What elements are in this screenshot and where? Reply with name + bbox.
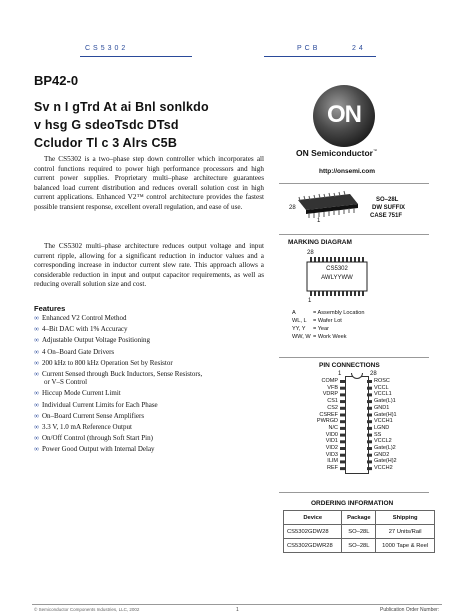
pin-label: VID3	[325, 451, 338, 458]
feature-item: ∞ 4 On–Board Gate Drivers	[34, 347, 115, 356]
bullet-icon: ∞	[34, 314, 39, 322]
ordering-table	[283, 510, 435, 553]
pin-label: GND1	[374, 404, 390, 411]
pin-label: VCCL2	[374, 438, 392, 445]
pin-label: PWRGD	[316, 418, 338, 425]
pin-label: CS2	[327, 404, 338, 411]
pin-label: CS1	[327, 398, 338, 405]
doc-title-line-1: Sv n I gTrd At ai Bnl sonlkdo	[34, 100, 209, 114]
package-desc-3: CASE 751F	[370, 213, 403, 219]
feature-item: ∞ Hiccup Mode Current Limit	[34, 389, 121, 398]
feature-item: ∞ On/Off Control (through Soft Start Pin)	[34, 434, 153, 443]
feature-item: ∞ Current Sensed through Buck Inductors, Sense Resistors,	[34, 370, 203, 379]
doc-title-line-3: Ccludor Tl c 3 Alrs C5B	[34, 136, 178, 150]
soic-package-icon	[292, 188, 362, 224]
pin-label: CSREF	[319, 411, 338, 418]
pin-label: VID0	[325, 431, 338, 438]
doc-code: BP42-0	[34, 73, 79, 88]
col-shipping: Shipping	[376, 511, 435, 525]
feature-item: ∞ 3.3 V, 1.0 mA Reference Output	[34, 423, 132, 432]
footer-left: © Semiconductor Components Industries, LLC, 2002	[34, 607, 140, 612]
marking-chip	[306, 257, 368, 297]
package-pin-high: 28	[289, 205, 296, 211]
feature-item: ∞ Adjustable Output Voltage Positioning	[34, 336, 151, 345]
features-list	[34, 313, 266, 456]
pin-stub-icon	[340, 378, 345, 472]
header-right-a: PCB	[297, 45, 321, 52]
pin-label: ILIM	[327, 458, 338, 465]
pin-label: ROSC	[374, 378, 390, 384]
pin-labels-left	[296, 378, 338, 472]
feature-item: ∞ Individual Current Limits for Each Phase	[34, 400, 158, 409]
package-drawing	[292, 188, 362, 224]
description-paragraph-1: The CS5302 is a two–phase step down controller which incorporates all control functions required to power high performance processors and high current power supplies. Proprietary multi–phase architecture guarantees balanced load current distribution and reduces overall solution cost in high current applications. Enhanced V2™ control architecture provides the fastest possible transient response, excellent overall regulation, and ease of use.	[34, 155, 264, 211]
marking-line-2: AWLYYWW	[321, 275, 353, 281]
marking-line-1: CS5302	[326, 266, 348, 272]
feature-item: ∞ 4–Bit DAC with 1% Accuracy	[34, 325, 128, 334]
description-paragraph-2: The CS5302 multi–phase architecture reduces output voltage and input current ripple, allowing for a significant reduction in inductor values and a corresponding increase in inductor current slew rate. This approach allows a considerable reduction in input and output capacitor requirements, as well as reducing overall solution size and cost.	[34, 242, 264, 289]
header-rule-left	[80, 56, 192, 57]
bullet-icon: ∞	[34, 336, 39, 345]
pin-label: VDRP	[322, 391, 338, 398]
on-semi-logo	[312, 84, 376, 148]
brand-url: http://onsemi.com	[319, 168, 375, 175]
pin-label: LGND	[374, 424, 390, 431]
pin-label: Gate(L)2	[374, 445, 396, 452]
bullet-icon: ∞	[34, 358, 39, 367]
bullet-icon: ∞	[34, 400, 39, 409]
marking-pin-low: 1	[308, 298, 312, 304]
features-title: Features	[34, 304, 66, 313]
pin-label: VFB	[327, 384, 338, 391]
feature-item: ∞ 200 kHz to 800 kHz Operation Set by Resistor	[34, 358, 173, 367]
brand-name: ON Semiconductor™	[296, 148, 377, 158]
pin-label: VCCL1	[374, 391, 392, 398]
right-rule-4	[279, 492, 429, 493]
bullet-icon: ∞	[34, 434, 39, 443]
doc-title-line-2: v hsg G sdeoTsdc DTsd	[34, 118, 179, 132]
bullet-icon: ∞	[34, 411, 39, 420]
right-rule-1	[279, 183, 429, 184]
marking-title: MARKING DIAGRAM	[288, 239, 352, 246]
pin-label: VID1	[325, 438, 338, 445]
feature-item: ∞ Enhanced V2 Control Method	[34, 314, 127, 322]
ordering-header-row	[284, 511, 435, 525]
pin-chip-body	[345, 376, 369, 474]
pin-label: Gate(L)1	[374, 398, 396, 405]
bullet-icon: ∞	[34, 370, 39, 379]
pins-num-right: 28	[370, 371, 377, 377]
pin-label: VCCH2	[374, 465, 393, 472]
feature-item-continued: or V–S Control	[44, 378, 88, 387]
header-right-b: 24	[352, 45, 366, 52]
ordering-title: ORDERING INFORMATION	[311, 500, 394, 507]
bullet-icon: ∞	[34, 389, 39, 398]
feature-item: ∞ Power Good Output with Internal Delay	[34, 445, 155, 454]
pin-label: SS	[374, 431, 382, 438]
pin-labels-right	[374, 378, 424, 472]
pin-stubs-left	[340, 378, 345, 477]
package-desc-2: DW SUFFIX	[372, 205, 405, 211]
legend-row: WL, L = Wafer Lot	[292, 318, 342, 324]
feature-item: ∞ On–Board Current Sense Amplifiers	[34, 411, 145, 420]
right-rule-3	[279, 357, 429, 358]
bullet-icon: ∞	[34, 445, 39, 454]
pin-stub-icon	[367, 378, 372, 472]
pin-label: VID2	[325, 445, 338, 452]
pin-label: VCCL	[374, 384, 389, 391]
col-package: Package	[342, 511, 376, 525]
col-device: Device	[284, 511, 342, 525]
legend-row: WW, W = Work Week	[292, 334, 347, 340]
bullet-icon: ∞	[34, 347, 39, 356]
right-rule-2	[279, 234, 429, 235]
package-desc-1: SO–28L	[376, 197, 399, 203]
footer-right: Publication Order Number:	[380, 607, 440, 613]
pins-title: PIN CONNECTIONS	[319, 362, 380, 369]
marking-legend	[292, 309, 364, 341]
pins-num-left: 1	[338, 371, 342, 377]
pin-label: Gate(H)1	[374, 411, 397, 418]
pin-label: VCCH1	[374, 418, 393, 425]
header-rule-right	[264, 56, 376, 57]
header-left: CS5302	[85, 45, 129, 52]
pin-label: N/C	[328, 424, 338, 431]
footer-rule	[32, 604, 442, 605]
bullet-icon: ∞	[34, 423, 39, 432]
legend-row: YY, Y = Year	[292, 326, 330, 332]
pin-label: Gate(H)2	[374, 458, 397, 465]
table-row: CS5302GDWR28 SO–28L 1000 Tape & Reel	[284, 539, 435, 553]
pin-label: COMP	[321, 378, 338, 384]
table-row: CS5302GDW28 SO–28L 27 Units/Rail	[284, 525, 435, 539]
footer-page: 1	[236, 607, 239, 613]
pin-label: GND2	[374, 451, 390, 458]
legend-row: A = Assembly Location	[292, 310, 365, 316]
pin-stubs-right	[367, 378, 372, 477]
pin-label: REF	[327, 465, 338, 472]
logo-text: ON	[327, 101, 361, 128]
marking-pin-high: 28	[307, 250, 314, 256]
bullet-icon: ∞	[34, 325, 39, 334]
package-pin-low: 1	[317, 218, 321, 224]
